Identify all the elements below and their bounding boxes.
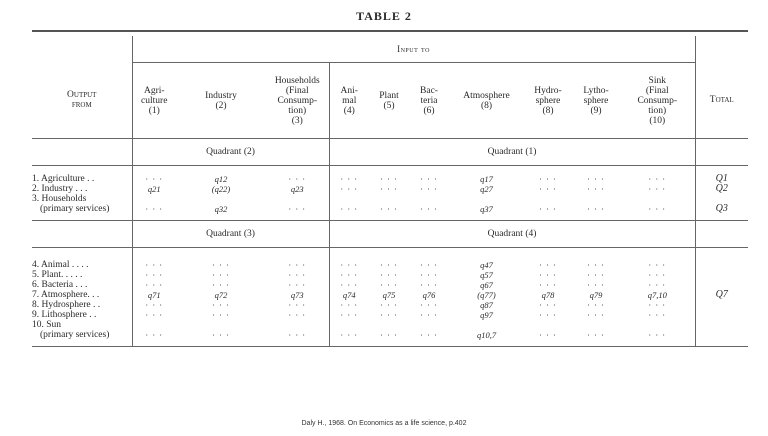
table-cell: · · · xyxy=(380,174,398,184)
row-label: 8. Hydrosphere . . xyxy=(32,300,132,310)
table-cell: · · · xyxy=(539,260,557,270)
table-cell: q57 xyxy=(480,270,493,280)
table-cell xyxy=(572,320,620,330)
table-cell: · · · xyxy=(420,300,438,310)
row-total xyxy=(695,320,748,330)
table-cell: · · · xyxy=(420,260,438,270)
table-cell: · · · xyxy=(266,204,329,214)
table-cell: · · · xyxy=(145,310,164,320)
row-label: 5. Plant. . . . . xyxy=(32,270,132,280)
row-label: 9. Lithosphere . . xyxy=(32,310,132,320)
table-cell xyxy=(572,194,620,204)
table-cell: · · · xyxy=(380,204,398,214)
row-total xyxy=(695,300,748,310)
table-cell: q27 xyxy=(480,184,493,194)
table-cell xyxy=(266,194,329,204)
input-to-header: Input to xyxy=(132,36,695,63)
row-total: Q2 xyxy=(695,184,748,194)
row-total xyxy=(695,270,748,280)
table-cell: · · · xyxy=(539,184,557,194)
column-header: Sink (Final Consump- tion) (10) xyxy=(620,63,695,139)
table-row xyxy=(32,320,748,330)
table-cell xyxy=(409,320,449,330)
table-cell: q17 xyxy=(480,174,493,184)
table-cell: · · · xyxy=(420,310,438,320)
table-cell: q12 xyxy=(214,174,228,184)
table-cell: · · · xyxy=(539,330,557,340)
table-cell: · · · xyxy=(587,270,605,280)
table-row xyxy=(32,290,748,300)
table-cell: · · · xyxy=(266,280,329,290)
table-cell xyxy=(266,320,329,330)
table-cell: · · · xyxy=(145,260,164,270)
table-cell: · · · xyxy=(420,184,438,194)
table-cell: q37 xyxy=(480,204,493,214)
table-cell xyxy=(369,320,409,330)
table-row xyxy=(32,184,748,194)
column-header: Plant (5) xyxy=(369,63,409,139)
table-cell: · · · xyxy=(340,174,359,184)
row-label: 7. Atmosphere. . . xyxy=(32,290,132,300)
column-header: Households (Final Consump- tion) (3) xyxy=(266,63,329,139)
table-cell: · · · xyxy=(145,270,164,280)
table-cell: · · · xyxy=(539,174,557,184)
row-label: 10. Sun xyxy=(32,320,132,330)
table-cell xyxy=(620,194,695,204)
column-header: Hydro- sphere (8) xyxy=(524,63,572,139)
table-cell: · · · xyxy=(539,280,557,290)
table-cell: · · · xyxy=(587,260,605,270)
table-cell: · · · xyxy=(539,310,557,320)
row-label: 6. Bacteria . . . xyxy=(32,280,132,290)
table-cell: · · · xyxy=(266,300,329,310)
table-cell: · · · xyxy=(145,300,164,310)
column-header: Lytho- sphere (9) xyxy=(572,63,620,139)
table-cell: · · · xyxy=(266,260,329,270)
table-cell: · · · xyxy=(420,204,438,214)
table-cell: · · · xyxy=(420,280,438,290)
table-cell: · · · xyxy=(648,280,667,290)
table-cell: · · · xyxy=(648,204,667,214)
table-cell: q71 xyxy=(147,290,161,300)
table-cell: · · · xyxy=(340,204,359,214)
table-cell: · · · xyxy=(587,184,605,194)
table-cell: q79 xyxy=(589,290,603,300)
table-cell: q73 xyxy=(266,290,329,300)
table-cell: q74 xyxy=(342,290,356,300)
table-cell: · · · xyxy=(266,310,329,320)
table-cell xyxy=(369,194,409,204)
table-title: TABLE 2 xyxy=(356,9,412,23)
table-cell: · · · xyxy=(266,330,329,340)
table-cell: · · · xyxy=(420,330,438,340)
table-cell: · · · xyxy=(380,330,398,340)
table-cell: q10,7 xyxy=(476,330,497,340)
table-cell xyxy=(524,194,572,204)
table-cell: (q22) xyxy=(211,184,231,194)
row-total: Q7 xyxy=(695,290,748,300)
table-row xyxy=(32,300,748,310)
table-cell xyxy=(524,320,572,330)
table-cell: · · · xyxy=(380,310,398,320)
table-cell: · · · xyxy=(420,270,438,280)
table-cell: · · · xyxy=(648,184,667,194)
table-cell: · · · xyxy=(380,270,398,280)
quadrant-1-label: Quadrant (1) xyxy=(329,139,695,166)
table-cell: · · · xyxy=(380,280,398,290)
table-cell xyxy=(449,194,524,204)
input-output-table xyxy=(32,30,748,347)
output-from-header: Output from xyxy=(32,63,132,139)
table-cell: · · · xyxy=(340,310,359,320)
table-cell: · · · xyxy=(212,280,230,290)
table-cell xyxy=(409,194,449,204)
table-cell: (q77) xyxy=(477,290,496,300)
row-label: 1. Agriculture . . xyxy=(32,174,132,184)
total-header: Total xyxy=(695,63,748,139)
table-cell: · · · xyxy=(587,204,605,214)
table-cell: q87 xyxy=(480,300,493,310)
table-cell: · · · xyxy=(145,174,164,184)
table-row xyxy=(32,194,748,204)
table-cell: · · · xyxy=(340,260,359,270)
table-cell: · · · xyxy=(587,300,605,310)
table-row xyxy=(32,310,748,320)
row-total xyxy=(695,260,748,270)
table-cell xyxy=(176,194,266,204)
table-cell: · · · xyxy=(212,270,230,280)
table-cell: · · · xyxy=(420,174,438,184)
table-cell: q75 xyxy=(382,290,396,300)
table-cell: · · · xyxy=(380,300,398,310)
table-cell xyxy=(449,320,524,330)
row-label: (primary services) xyxy=(32,330,132,340)
table-row xyxy=(32,270,748,280)
row-total xyxy=(695,310,748,320)
table-cell: · · · xyxy=(648,300,667,310)
table-cell: q78 xyxy=(541,290,555,300)
row-total: Q1 xyxy=(695,174,748,184)
table-cell: · · · xyxy=(539,204,557,214)
table-cell: q97 xyxy=(480,310,493,320)
table-cell: · · · xyxy=(340,184,359,194)
row-label: 3. Households xyxy=(32,194,132,204)
table-cell: · · · xyxy=(340,280,359,290)
column-header: Ani- mal (4) xyxy=(329,63,369,139)
table-cell: · · · xyxy=(212,310,230,320)
row-label: (primary services) xyxy=(32,204,132,214)
table-cell xyxy=(329,320,369,330)
table-cell: q72 xyxy=(214,290,228,300)
table-cell: · · · xyxy=(266,174,329,184)
table-cell: · · · xyxy=(648,174,667,184)
table-cell: · · · xyxy=(340,330,359,340)
table-cell: · · · xyxy=(145,280,164,290)
table-cell xyxy=(132,194,176,204)
table-cell: · · · xyxy=(587,330,605,340)
table-cell: · · · xyxy=(587,280,605,290)
quadrant-4-label: Quadrant (4) xyxy=(329,221,695,248)
table-row xyxy=(32,174,748,184)
table-cell: · · · xyxy=(539,300,557,310)
quadrant-2-label: Quadrant (2) xyxy=(132,139,329,166)
table-cell: · · · xyxy=(380,184,398,194)
row-total: Q3 xyxy=(695,204,748,214)
table-cell: · · · xyxy=(340,270,359,280)
table-cell: · · · xyxy=(648,270,667,280)
table-cell xyxy=(176,320,266,330)
row-total xyxy=(695,330,748,340)
table-cell: · · · xyxy=(648,310,667,320)
column-header: Industry (2) xyxy=(176,63,266,139)
table-cell: · · · xyxy=(266,270,329,280)
table-cell: · · · xyxy=(212,330,230,340)
table-cell xyxy=(132,320,176,330)
table-cell xyxy=(620,320,695,330)
table-cell: q76 xyxy=(422,290,436,300)
table-cell: q7,10 xyxy=(647,290,667,300)
table-row xyxy=(32,330,748,340)
table-cell: · · · xyxy=(340,300,359,310)
table-cell: · · · xyxy=(145,330,164,340)
row-label: 4. Animal . . . . xyxy=(32,260,132,270)
table-cell: · · · xyxy=(648,330,667,340)
table-row xyxy=(32,280,748,290)
table-cell: q23 xyxy=(266,184,329,194)
source-caption: Daly H., 1968. On Economics as a life science, p.402 xyxy=(301,420,467,427)
column-header: Atmosphere (8) xyxy=(449,63,524,139)
table-cell: · · · xyxy=(145,204,164,214)
table-cell: · · · xyxy=(212,300,230,310)
table-cell: · · · xyxy=(587,174,605,184)
table-row xyxy=(32,204,748,214)
row-label: 2. Industry . . . xyxy=(32,184,132,194)
table-cell: · · · xyxy=(212,260,230,270)
table-cell: · · · xyxy=(539,270,557,280)
table-cell: q21 xyxy=(147,184,161,194)
table-cell: · · · xyxy=(648,260,667,270)
table-cell: · · · xyxy=(587,310,605,320)
table-cell: q67 xyxy=(480,280,493,290)
table-cell: q32 xyxy=(214,204,228,214)
quadrant-3-label: Quadrant (3) xyxy=(132,221,329,248)
table-cell xyxy=(329,194,369,204)
column-header: Bac- teria (6) xyxy=(409,63,449,139)
table-cell: · · · xyxy=(380,260,398,270)
table-cell: q47 xyxy=(480,260,493,270)
column-header: Agri- culture (1) xyxy=(132,63,176,139)
table-row xyxy=(32,260,748,270)
